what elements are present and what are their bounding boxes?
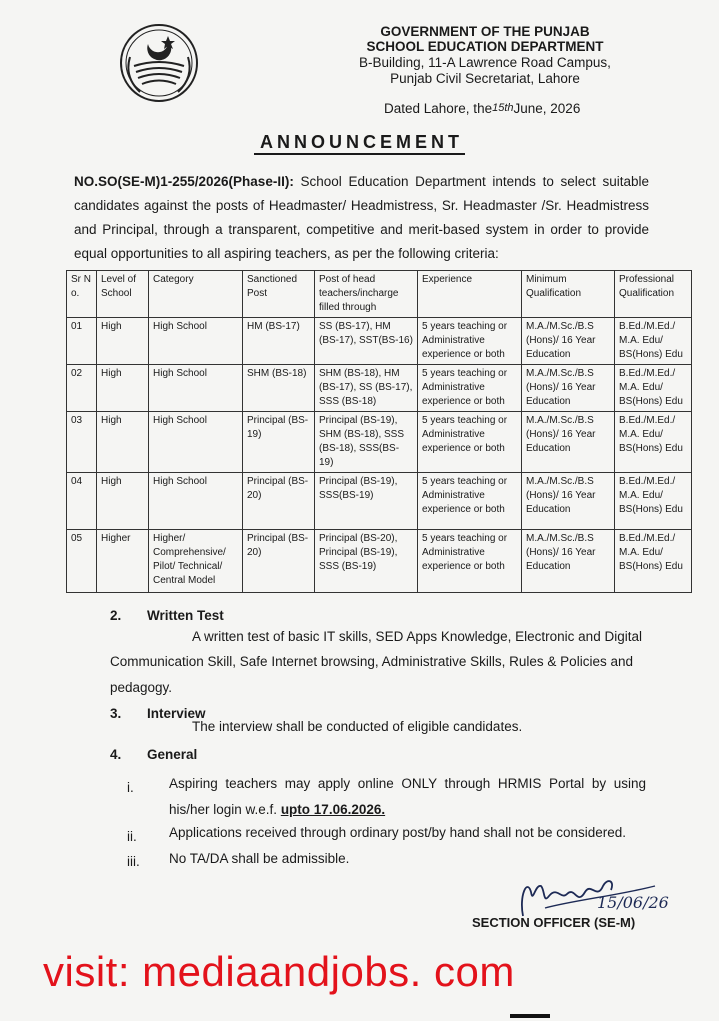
table-cell: High School (149, 318, 243, 365)
general-item-number: i. (127, 780, 134, 795)
table-cell: 5 years teaching or Administrative experience or both (418, 365, 522, 412)
table-cell: High (97, 473, 149, 530)
table-cell: M.A./M.Sc./B.S (Hons)/ 16 Year Education (522, 318, 615, 365)
table-cell: High (97, 412, 149, 473)
table-row (67, 412, 692, 473)
written-test-line-3: pedagogy. (110, 680, 173, 695)
table-header: Professional Qualification (615, 271, 692, 318)
table-row (67, 530, 692, 593)
table-header: Level of School (97, 271, 149, 318)
table-cell: Principal (BS-20) (243, 530, 315, 593)
table-cell: High School (149, 473, 243, 530)
section-title: General (147, 747, 198, 762)
header-address-2: Punjab Civil Secretariat, Lahore (390, 71, 580, 86)
general-item-2: Applications received through ordinary post/by hand shall not be considered. (169, 825, 627, 840)
table-cell: Higher (97, 530, 149, 593)
table-cell: Principal (BS-19), SSS(BS-19) (315, 473, 418, 530)
general-item-1-line-2: his/her login w.e.f. upto 17.06.2026. (169, 802, 386, 817)
general-item-1-line-1: Aspiring teachers may apply online ONLY through HRMIS Portal by using (169, 776, 646, 791)
written-test-line-2: Communication Skill, Safe Internet browsing, Administrative Skills, Rules & Policies and (110, 654, 633, 669)
general-item-3: No TA/DA shall be admissible. (169, 851, 350, 866)
table-cell: 03 (67, 412, 97, 473)
header-address-1: B-Building, 11-A Lawrence Road Campus, (359, 55, 611, 70)
table-header: Experience (418, 271, 522, 318)
table-header: Post of head teachers/incharge filled through (315, 271, 418, 318)
header-government: GOVERNMENT OF THE PUNJAB (380, 24, 590, 39)
table-cell: B.Ed./M.Ed./ M.A. Edu/ BS(Hons) Edu (615, 365, 692, 412)
table-cell: 02 (67, 365, 97, 412)
table-cell: 05 (67, 530, 97, 593)
watermark-text: visit: mediaandjobs. com (43, 948, 515, 995)
table-cell: SHM (BS-18), HM (BS-17), SS (BS-17), SSS (BS-18) (315, 365, 418, 412)
table-cell: Principal (BS-19) (243, 412, 315, 473)
table-cell: B.Ed./M.Ed./ M.A. Edu/ BS(Hons) Edu (615, 473, 692, 530)
table-cell: High (97, 365, 149, 412)
general-item-number: ii. (127, 829, 137, 844)
table-cell: B.Ed./M.Ed./ M.A. Edu/ BS(Hons) Edu (615, 318, 692, 365)
section-number: 2. (110, 608, 122, 623)
table-cell: B.Ed./M.Ed./ M.A. Edu/ BS(Hons) Edu (615, 530, 692, 593)
header-department: SCHOOL EDUCATION DEPARTMENT (366, 39, 604, 54)
section-written-test (110, 608, 224, 623)
table-cell: 04 (67, 473, 97, 530)
signatory-designation: SECTION OFFICER (SE-M) (472, 915, 636, 930)
table-cell: SS (BS-17), HM (BS-17), SST(BS-16) (315, 318, 418, 365)
dated-line (384, 101, 580, 116)
deadline-date: upto 17.06.2026. (280, 802, 386, 817)
table-cell: 01 (67, 318, 97, 365)
table-header-row (67, 271, 692, 318)
table-cell: M.A./M.Sc./B.S (Hons)/ 16 Year Education (522, 365, 615, 412)
table-header: Sr N o. (67, 271, 97, 318)
table-header: Minimum Qualification (522, 271, 615, 318)
intro-paragraph (74, 170, 649, 266)
interview-text: The interview shall be conducted of eligible candidates. (192, 719, 523, 734)
section-number: 3. (110, 706, 122, 721)
table-cell: Principal (BS-20), Principal (BS-19), SSS (BS-19) (315, 530, 418, 593)
section-general (110, 747, 197, 762)
table-cell: M.A./M.Sc./B.S (Hons)/ 16 Year Education (522, 473, 615, 530)
table-cell: High School (149, 365, 243, 412)
table-cell: B.Ed./M.Ed./ M.A. Edu/ BS(Hons) Edu (615, 412, 692, 473)
reference-number: NO.SO(SE-M)1-255/2026(Phase-II): (74, 174, 294, 189)
table-cell: Higher/ Comprehensive/ Pilot/ Technical/ Central Model (149, 530, 243, 593)
table-row (67, 365, 692, 412)
table-cell: High (97, 318, 149, 365)
signature-date: 15/06/26 (597, 893, 669, 912)
dated-prefix: Dated Lahore, the (384, 101, 493, 116)
divider (510, 1014, 550, 1018)
section-title: Written Test (147, 608, 224, 623)
table-cell: SHM (BS-18) (243, 365, 315, 412)
dated-suffix: June, 2026 (513, 101, 581, 116)
table-cell: High School (149, 412, 243, 473)
dated-day: 15th (492, 102, 514, 114)
table-header: Sanctioned Post (243, 271, 315, 318)
written-test-line-1: A written test of basic IT skills, SED Apps Knowledge, Electronic and Digital (192, 629, 642, 644)
table-cell: 5 years teaching or Administrative experience or both (418, 473, 522, 530)
section-number: 4. (110, 747, 122, 762)
page-title: ANNOUNCEMENT (0, 132, 719, 153)
table-cell: M.A./M.Sc./B.S (Hons)/ 16 Year Education (522, 530, 615, 593)
punjab-emblem-icon (118, 22, 200, 104)
intro-text: School Education Department intends to select suitable candidates against the posts of Headmaster/ Headmistress, Sr. Headmaster /Sr. Headmistress and Principal, through a transparent, competitive and merit-based system in order to provide equal opportunities to all aspiring teachers, as per the following criteria: (74, 174, 649, 261)
table-cell: 5 years teaching or Administrative experience or both (418, 530, 522, 593)
table-header: Category (149, 271, 243, 318)
table-cell: Principal (BS-19), SHM (BS-18), SSS (BS-18), SSS(BS-19) (315, 412, 418, 473)
table-cell: HM (BS-17) (243, 318, 315, 365)
table-cell: Principal (BS-20) (243, 473, 315, 530)
section-title: Interview (147, 706, 206, 721)
general-item-number: iii. (127, 854, 140, 869)
table-cell: 5 years teaching or Administrative experience or both (418, 412, 522, 473)
table-cell: 5 years teaching or Administrative experience or both (418, 318, 522, 365)
table-row (67, 318, 692, 365)
table-row (67, 473, 692, 530)
table-cell: M.A./M.Sc./B.S (Hons)/ 16 Year Education (522, 412, 615, 473)
criteria-table (66, 270, 692, 593)
